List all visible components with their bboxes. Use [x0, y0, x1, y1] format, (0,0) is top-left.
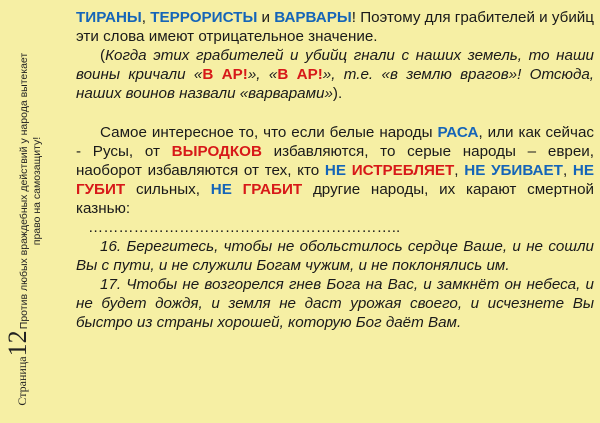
- paragraph-explanation: (Когда этих грабителей и убийц гнали с наших земель, то наши воины кричали «В АР!», «В АР!», т.е. «в землю врагов»! Отсюда, наших воинов назвали «варварами»).: [76, 47, 595, 102]
- ellipsis-separator: ……………………………………………………..: [88, 219, 401, 236]
- sep-2: и: [257, 9, 275, 26]
- cry-v-ar-2: В АР!: [277, 66, 323, 83]
- paragraph-intro: [76, 8, 594, 46]
- word-rasa: РАСА: [437, 124, 479, 141]
- page-number-block: [3, 318, 33, 418]
- word-vyrodkov: ВЫРОДКОВ: [171, 143, 262, 160]
- word-gubit: ГУБИТ: [76, 181, 126, 198]
- sep-1: ,: [141, 9, 151, 26]
- page-number: 12: [3, 330, 32, 357]
- word-ne-ubivaet: НЕ УБИВАЕТ: [464, 162, 563, 179]
- intro-rest: ! Поэтому для грабителей и убийц эти слова имеют отрицательное значение.: [76, 9, 594, 45]
- page-label: Страница: [15, 356, 29, 406]
- side-note-line-2: право на самозащиту!: [31, 136, 43, 246]
- word-varvary: ВАРВАРЫ: [274, 9, 352, 26]
- paragraph-main: Самое интересное то, что если белые народы РАСА, или как сейчас - Русы, от ВЫРОДКОВ избавляются, то серые народы – евреи, наоборот избавляются от тех, кто НЕ ИСТРЕБЛЯЕТ, НЕ УБИВАЕТ, НЕ ГУБИТ сильных, НЕ ГРАБИТ другие народы, их карают смертной казнью:: [76, 124, 594, 217]
- word-tirany: ТИРАНЫ: [76, 9, 142, 26]
- side-note-line-1: Против любых враждебных действий у народа вытекает: [18, 52, 30, 330]
- word-terroristy: ТЕРРОРИСТЫ: [150, 9, 258, 26]
- word-grabit: ГРАБИТ: [231, 181, 303, 198]
- main-text: [76, 8, 594, 332]
- left-margin: [0, 0, 62, 423]
- word-istreblyaet: ИСТРЕБЛЯЕТ: [346, 162, 455, 179]
- verse-17: 17. Чтобы не возгорелся гнев Бога на Вас, и замкнёт он небеса, и не будет дождя, и земля не даст урожая своего, и исчезнете Вы быстро из страны хорошей, которую Бог даёт Вам.: [76, 276, 594, 331]
- verse-16: 16. Берегитесь, чтобы не обольстилось сердце Ваше, и не сошли Вы с пути, и не служили Богам чужим, и не поклонялись им.: [76, 238, 594, 274]
- cry-v-ar-1: В АР!: [202, 66, 248, 83]
